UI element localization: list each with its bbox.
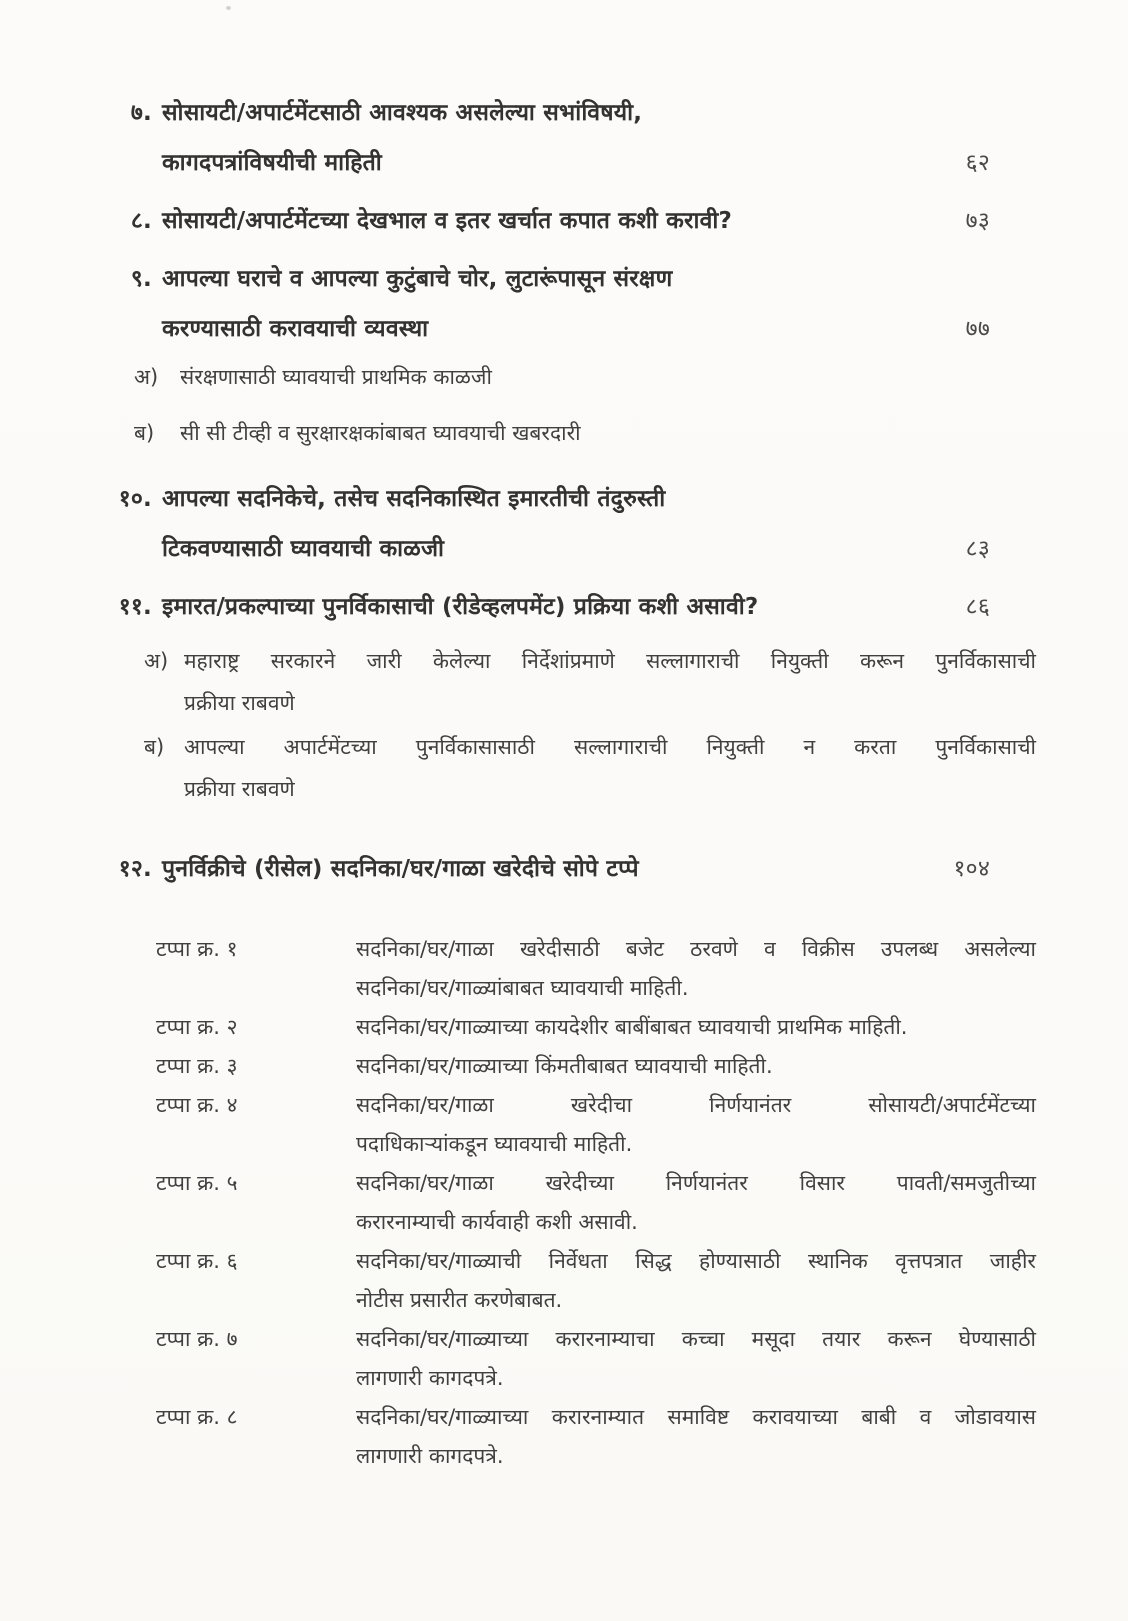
entry-line: सोसायटी/अपार्टमेंटच्या देखभाल व इतर खर्चात कपात कशी करावी? (162, 208, 733, 234)
step-text (356, 1320, 1036, 1398)
step-label: टप्पा क्र. ३ (156, 1054, 238, 1078)
entry-line: लागणारी कागदपत्रे. (356, 1366, 504, 1390)
entry-page-number: ६२ (965, 150, 990, 176)
spacer (98, 824, 1036, 844)
step-label: टप्पा क्र. ६ (156, 1249, 238, 1273)
entry-title (162, 88, 930, 188)
entry-line: सदनिका/घर/गाळ्याच्या किंमतीबाबत घ्यावयाची माहिती. (356, 1054, 773, 1078)
entry-line: पुनर्विक्रीचे (रीसेल) सदनिका/घर/गाळा खरेदीचे सोपे टप्पे (162, 856, 639, 882)
entry-line: आपल्या अपार्टमेंटच्या पुनर्विकासासाठी सल्लागाराची नियुक्ती न करता पुनर्विकासाची (184, 735, 1036, 759)
step-label: टप्पा क्र. ७ (156, 1327, 238, 1351)
scan-smudge (226, 6, 231, 10)
toc-entry-9 (98, 254, 1036, 354)
entry-line: सदनिका/घर/गाळ्याच्या करारनाम्याचा कच्चा मसूदा तयार करून घेण्यासाठी (356, 1327, 1036, 1351)
entry-line: सदनिका/घर/गाळ्याच्या कायदेशीर बाबींबाबत घ्यावयाची प्राथमिक माहिती. (356, 1015, 908, 1039)
entry-title (162, 474, 930, 574)
toc-step-6 (156, 1242, 1036, 1320)
entry-line: पदाधिकाऱ्यांकडून घ्यावयाची माहिती. (356, 1132, 633, 1156)
entry-number: १०. (118, 486, 152, 512)
entry-line: टिकवण्यासाठी घ्यावयाची काळजी (162, 536, 445, 562)
entry-line: संरक्षणासाठी घ्यावयाची प्राथमिक काळजी (180, 365, 492, 389)
step-text (356, 1086, 1036, 1164)
entry-page-number: १०४ (953, 856, 990, 882)
toc-subentry-9a (134, 362, 1036, 392)
entry-title (162, 582, 930, 632)
toc-step-2 (156, 1008, 1036, 1047)
step-text (356, 1398, 1036, 1476)
step-text (356, 930, 1036, 1008)
entry-line: प्रक्रीया राबवणे (184, 691, 295, 715)
subentry-label: अ) (134, 365, 159, 389)
entry-number: ७. (130, 100, 152, 126)
toc-entry-11 (98, 582, 1036, 632)
entry-line: लागणारी कागदपत्रे. (356, 1444, 504, 1468)
entry-line: नोटीस प्रसारीत करणेबाबत. (356, 1288, 563, 1312)
entry-line: इमारत/प्रकल्पाच्या पुनर्विकासाची (रीडेव्हलपमेंट) प्रक्रिया कशी असावी? (162, 594, 759, 620)
toc-entry-8 (98, 196, 1036, 246)
entry-page-number: ८३ (965, 536, 990, 562)
entry-title (162, 844, 930, 894)
subentry-text (184, 640, 1036, 724)
step-label: टप्पा क्र. ४ (156, 1093, 238, 1117)
entry-line: सी सी टीव्ही व सुरक्षारक्षकांबाबत घ्यावयाची खबरदारी (180, 421, 581, 445)
entry-number: १२. (118, 856, 152, 882)
subentry-label: ब) (144, 735, 165, 759)
step-label: टप्पा क्र. ५ (156, 1171, 238, 1195)
entry-number: ९. (130, 266, 152, 292)
step-text (356, 1242, 1036, 1320)
entry-line: कागदपत्रांविषयीची माहिती (162, 150, 382, 176)
entry-line: सदनिका/घर/गाळा खरेदीसाठी बजेट ठरवणे व विक्रीस उपलब्ध असलेल्या (356, 937, 1036, 961)
toc-entry-12 (98, 844, 1036, 894)
toc-entry-10 (98, 474, 1036, 574)
entry-title (162, 196, 930, 246)
entry-number: ११. (118, 594, 152, 620)
entry-page-number: ७३ (965, 208, 990, 234)
entry-line: सदनिका/घर/गाळ्याची निर्वेधता सिद्ध होण्यासाठी स्थानिक वृत्तपत्रात जाहीर (356, 1249, 1036, 1273)
entry-line: सदनिका/घर/गाळा खरेदीच्या निर्णयानंतर विसार पावती/समजुतीच्या (356, 1171, 1036, 1195)
entry-line: करारनाम्याची कार्यवाही कशी असावी. (356, 1210, 638, 1234)
toc-step-3 (156, 1047, 1036, 1086)
entry-line: सदनिका/घर/गाळ्यांबाबत घ्यावयाची माहिती. (356, 976, 689, 1000)
entry-line: प्रक्रीया राबवणे (184, 777, 295, 801)
toc-entry-7 (98, 88, 1036, 188)
subentry-text (184, 726, 1036, 810)
toc-subentry-11a (144, 640, 1036, 724)
toc-subentry-11b (144, 726, 1036, 810)
step-text (356, 1164, 1036, 1242)
subentry-label: ब) (134, 421, 155, 445)
entry-page-number: ७७ (965, 316, 990, 342)
toc-step-8 (156, 1398, 1036, 1476)
toc-step-1 (156, 930, 1036, 1008)
entry-line: करण्यासाठी करावयाची व्यवस्था (162, 316, 429, 342)
entry-line: आपल्या सदनिकेचे, तसेच सदनिकास्थित इमारतीची तंदुरुस्ती (162, 486, 666, 512)
toc-step-4 (156, 1086, 1036, 1164)
entry-line: सदनिका/घर/गाळा खरेदीचा निर्णयानंतर सोसायटी/अपार्टमेंटच्या (356, 1093, 1036, 1117)
entry-line: महाराष्ट्र सरकारने जारी केलेल्या निर्देशांप्रमाणे सल्लागाराची नियुक्ती करून पुनर्विकासाची (184, 649, 1036, 673)
entry-line: सदनिका/घर/गाळ्याच्या करारनाम्यात समाविष्ट करावयाच्या बाबी व जोडावयास (356, 1405, 1036, 1429)
step-text (356, 1008, 1036, 1047)
toc-step-5 (156, 1164, 1036, 1242)
subentry-text (180, 362, 1036, 392)
entry-line: आपल्या घराचे व आपल्या कुटुंबाचे चोर, लुटारूंपासून संरक्षण (162, 266, 673, 292)
step-text (356, 1047, 1036, 1086)
spacer (98, 902, 1036, 930)
step-label: टप्पा क्र. १ (156, 937, 238, 961)
entry-number: ८. (130, 208, 152, 234)
entry-title (162, 254, 930, 354)
step-label: टप्पा क्र. २ (156, 1015, 238, 1039)
subentry-text (180, 418, 1036, 448)
subentry-label: अ) (144, 649, 169, 673)
toc-step-7 (156, 1320, 1036, 1398)
entry-line: सोसायटी/अपार्टमेंटसाठी आवश्यक असलेल्या सभांविषयी, (162, 100, 643, 126)
entry-page-number: ८६ (965, 594, 990, 620)
step-label: टप्पा क्र. ८ (156, 1405, 238, 1429)
toc-subentry-9b (134, 418, 1036, 448)
